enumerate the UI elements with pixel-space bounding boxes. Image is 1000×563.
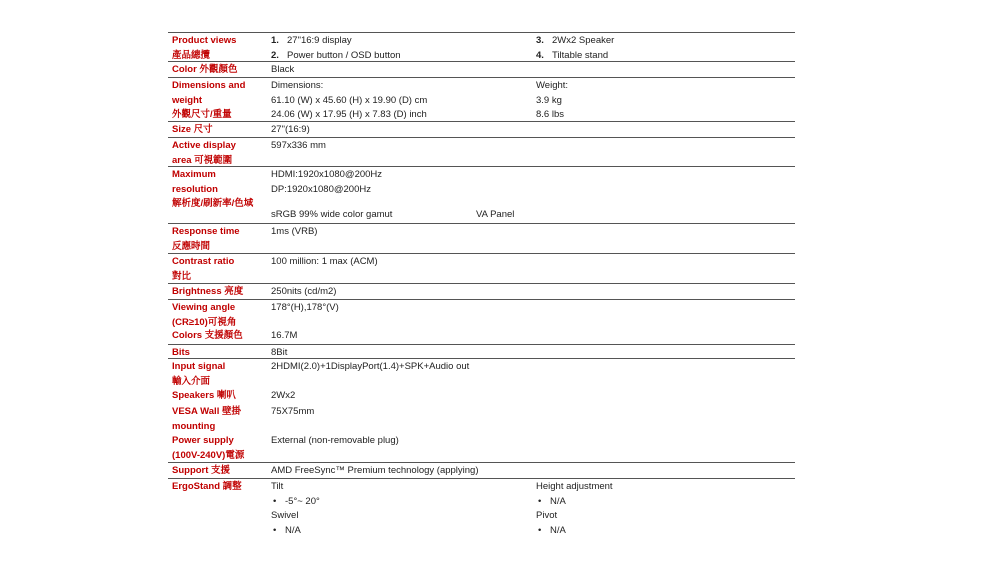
power-value: External (non-removable plug) xyxy=(271,435,399,446)
row-speakers xyxy=(168,388,795,404)
colors-label: Colors 支援顏色 xyxy=(172,330,243,341)
size-label: Size 尺寸 xyxy=(172,124,213,135)
viewing-angle-label: Viewing angle (CR≥10)可視角 xyxy=(172,302,237,328)
active-area-label: Active display area 可視範圍 xyxy=(172,140,236,166)
dimensions-label: Dimensions and weight 外觀尺寸/重量 xyxy=(172,80,246,120)
vesa-value: 75X75mm xyxy=(271,406,315,417)
row-color xyxy=(168,61,795,77)
size-value: 27"(16:9) xyxy=(271,124,310,135)
row-support xyxy=(168,462,795,478)
input-signal-label: Input signal 輸入介面 xyxy=(172,361,226,387)
response-time-value: 1ms (VRB) xyxy=(271,226,318,237)
row-colors xyxy=(168,328,795,344)
max-resolution-label: Maximum resolution 解析度/刷新率/色域 xyxy=(172,169,254,209)
brightness-value: 250nits (cd/m2) xyxy=(271,286,337,297)
weight-values: Weight: 3.9 kg 8.6 lbs xyxy=(536,80,569,120)
bullet-icon: • xyxy=(538,495,542,507)
bits-label: Bits xyxy=(172,347,190,358)
contrast-value: 100 million: 1 max (ACM) xyxy=(271,256,378,267)
max-resolution-values: HDMI:1920x1080@200Hz DP:1920x1080@200Hz xyxy=(271,169,383,195)
speakers-value: 2Wx2 xyxy=(271,390,296,401)
row-product-views xyxy=(168,32,795,61)
viewing-angle-value: 178°(H),178°(V) xyxy=(271,302,339,313)
panel-type: VA Panel xyxy=(476,209,515,220)
row-power xyxy=(168,433,795,462)
row-brightness xyxy=(168,283,795,299)
row-input-signal xyxy=(168,358,795,388)
brightness-label: Brightness 亮度 xyxy=(172,286,244,297)
color-value: Black xyxy=(271,64,295,75)
row-ergostand xyxy=(168,478,795,538)
product-views-label: Product views 產品總攬 xyxy=(172,35,237,61)
row-max-resolution xyxy=(168,166,795,209)
support-label: Support 支援 xyxy=(172,465,231,476)
power-label: Power supply (100V-240V)電源 xyxy=(172,435,245,461)
ergostand-label: ErgoStand 調整 xyxy=(172,481,242,492)
gamut-value: sRGB 99% wide color gamut xyxy=(271,209,393,220)
bits-value: 8Bit xyxy=(271,347,288,358)
contrast-label: Contrast ratio 對比 xyxy=(172,256,235,282)
color-label: Color 外觀顏色 xyxy=(172,64,238,75)
row-active-area xyxy=(168,137,795,166)
speakers-label: Speakers 喇叭 xyxy=(172,390,236,401)
dimensions-values: Dimensions: 61.10 (W) x 45.60 (H) x 19.90 (D) cm 24.06 (W) x 17.95 (H) x 7.83 (D) inch xyxy=(271,80,428,120)
vesa-label: VESA Wall 壁掛 mounting xyxy=(172,406,241,432)
colors-value: 16.7M xyxy=(271,330,298,341)
response-time-label: Response time 反應時間 xyxy=(172,226,240,252)
row-bits xyxy=(168,344,795,358)
row-gamut xyxy=(168,209,795,223)
product-views-items-right: 3. 2Wx2 Speaker 4. Tiltable stand xyxy=(536,35,615,61)
bullet-icon: • xyxy=(273,524,277,536)
row-dimensions xyxy=(168,77,795,121)
ergostand-right: Height adjustment • N/A Pivot • N/A xyxy=(536,480,613,538)
support-value: AMD FreeSync™ Premium technology (applying) xyxy=(271,465,479,476)
row-size xyxy=(168,121,795,137)
ergostand-left: Tilt • -5°~ 20° Swivel • N/A xyxy=(271,480,320,538)
row-response-time xyxy=(168,223,795,253)
row-vesa xyxy=(168,404,795,433)
active-area-value: 597x336 mm xyxy=(271,140,326,151)
product-views-items-left: 1. 27"16:9 display 2. Power button / OSD button xyxy=(271,35,401,61)
row-viewing-angle xyxy=(168,299,795,328)
input-signal-value: 2HDMI(2.0)+1DisplayPort(1.4)+SPK+Audio out xyxy=(271,361,470,372)
row-contrast xyxy=(168,253,795,283)
bullet-icon: • xyxy=(273,495,277,507)
bullet-icon: • xyxy=(538,524,542,536)
spec-sheet xyxy=(168,32,795,538)
